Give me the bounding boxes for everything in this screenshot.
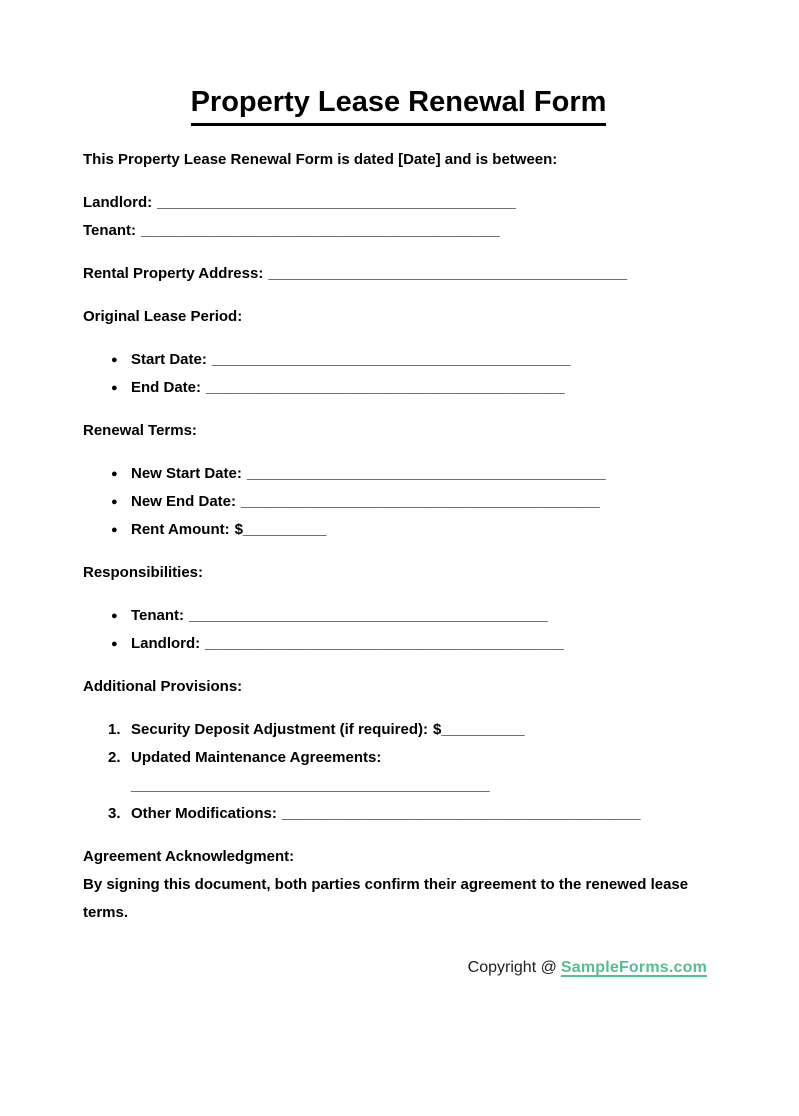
rental-address-label: Rental Property Address: <box>83 265 264 282</box>
new-end-date-blank-line: ___________________________________________ <box>241 493 600 510</box>
copyright-text: Copyright @ <box>467 959 557 976</box>
acknowledgment-heading: Agreement Acknowledgment: <box>83 848 295 865</box>
bullet-icon: ● <box>111 638 118 650</box>
list-item <box>83 460 714 488</box>
maintenance-agreements-blank-line: ___________________________________________ <box>131 777 490 794</box>
responsibility-landlord-label: Landlord: <box>131 635 201 652</box>
list-number: 2. <box>108 749 121 766</box>
footer <box>83 954 714 982</box>
rent-amount-blank-line: $__________ <box>234 521 327 538</box>
landlord-blank-line: ___________________________________________ <box>157 194 516 211</box>
renewal-terms-list <box>83 460 714 544</box>
new-end-date-label: New End Date: <box>131 493 237 510</box>
list-item <box>83 488 714 516</box>
landlord-label: Landlord: <box>83 194 153 211</box>
end-date-blank-line: ___________________________________________ <box>206 379 565 396</box>
original-lease-heading: Original Lease Period: <box>83 308 243 325</box>
start-date-blank-line: ___________________________________________ <box>211 351 571 368</box>
rent-amount-label: Rent Amount: <box>131 521 230 538</box>
additional-provisions-list <box>83 716 714 828</box>
tenant-label: Tenant: <box>83 222 137 239</box>
sampleforms-link[interactable]: SampleForms.com <box>560 959 707 976</box>
bullet-icon: ● <box>111 496 118 508</box>
other-modifications-blank-line: ___________________________________________ <box>281 805 641 822</box>
rental-address-blank-line: ___________________________________________ <box>268 265 628 282</box>
original-lease-list <box>83 346 714 402</box>
new-start-date-label: New Start Date: <box>131 465 242 482</box>
bullet-icon: ● <box>111 524 118 536</box>
other-modifications-label: Other Modifications: <box>131 805 277 822</box>
security-deposit-label: Security Deposit Adjustment (if required): <box>131 721 428 738</box>
acknowledgment-body: By signing this document, both parties confirm their agreement to the renewed lease terms. <box>83 876 689 921</box>
tenant-blank-line: ___________________________________________ <box>141 222 500 239</box>
page-title <box>83 84 714 126</box>
responsibility-tenant-label: Tenant: <box>131 607 185 624</box>
bullet-icon: ● <box>111 382 118 394</box>
new-start-date-blank-line: ___________________________________________ <box>246 465 606 482</box>
list-item <box>83 374 714 402</box>
list-item <box>83 516 714 544</box>
list-number: 1. <box>108 721 121 738</box>
acknowledgment-block <box>83 843 714 927</box>
intro-text: This Property Lease Renewal Form is dated [Date] and is between: <box>83 151 558 168</box>
additional-provisions-heading: Additional Provisions: <box>83 678 243 695</box>
bullet-icon: ● <box>111 468 118 480</box>
page-title-text: Property Lease Renewal Form <box>191 84 607 126</box>
start-date-label: Start Date: <box>131 351 207 368</box>
bullet-icon: ● <box>111 354 118 366</box>
list-item <box>83 630 714 658</box>
end-date-label: End Date: <box>131 379 202 396</box>
list-number: 3. <box>108 805 121 822</box>
rental-address-field <box>83 260 714 288</box>
bullet-icon: ● <box>111 610 118 622</box>
list-item <box>83 716 714 744</box>
responsibilities-heading: Responsibilities: <box>83 564 204 581</box>
maintenance-agreements-label: Updated Maintenance Agreements: <box>131 749 382 766</box>
parties-block <box>83 189 714 245</box>
list-item <box>83 800 714 828</box>
list-item <box>83 602 714 630</box>
list-item <box>83 346 714 374</box>
responsibility-tenant-blank-line: ___________________________________________ <box>189 607 548 624</box>
responsibilities-list <box>83 602 714 658</box>
responsibility-landlord-blank-line: ___________________________________________ <box>205 635 564 652</box>
list-item <box>83 744 714 800</box>
renewal-terms-heading: Renewal Terms: <box>83 422 197 439</box>
security-deposit-blank-line: $__________ <box>432 721 525 738</box>
document-page <box>0 84 799 1116</box>
